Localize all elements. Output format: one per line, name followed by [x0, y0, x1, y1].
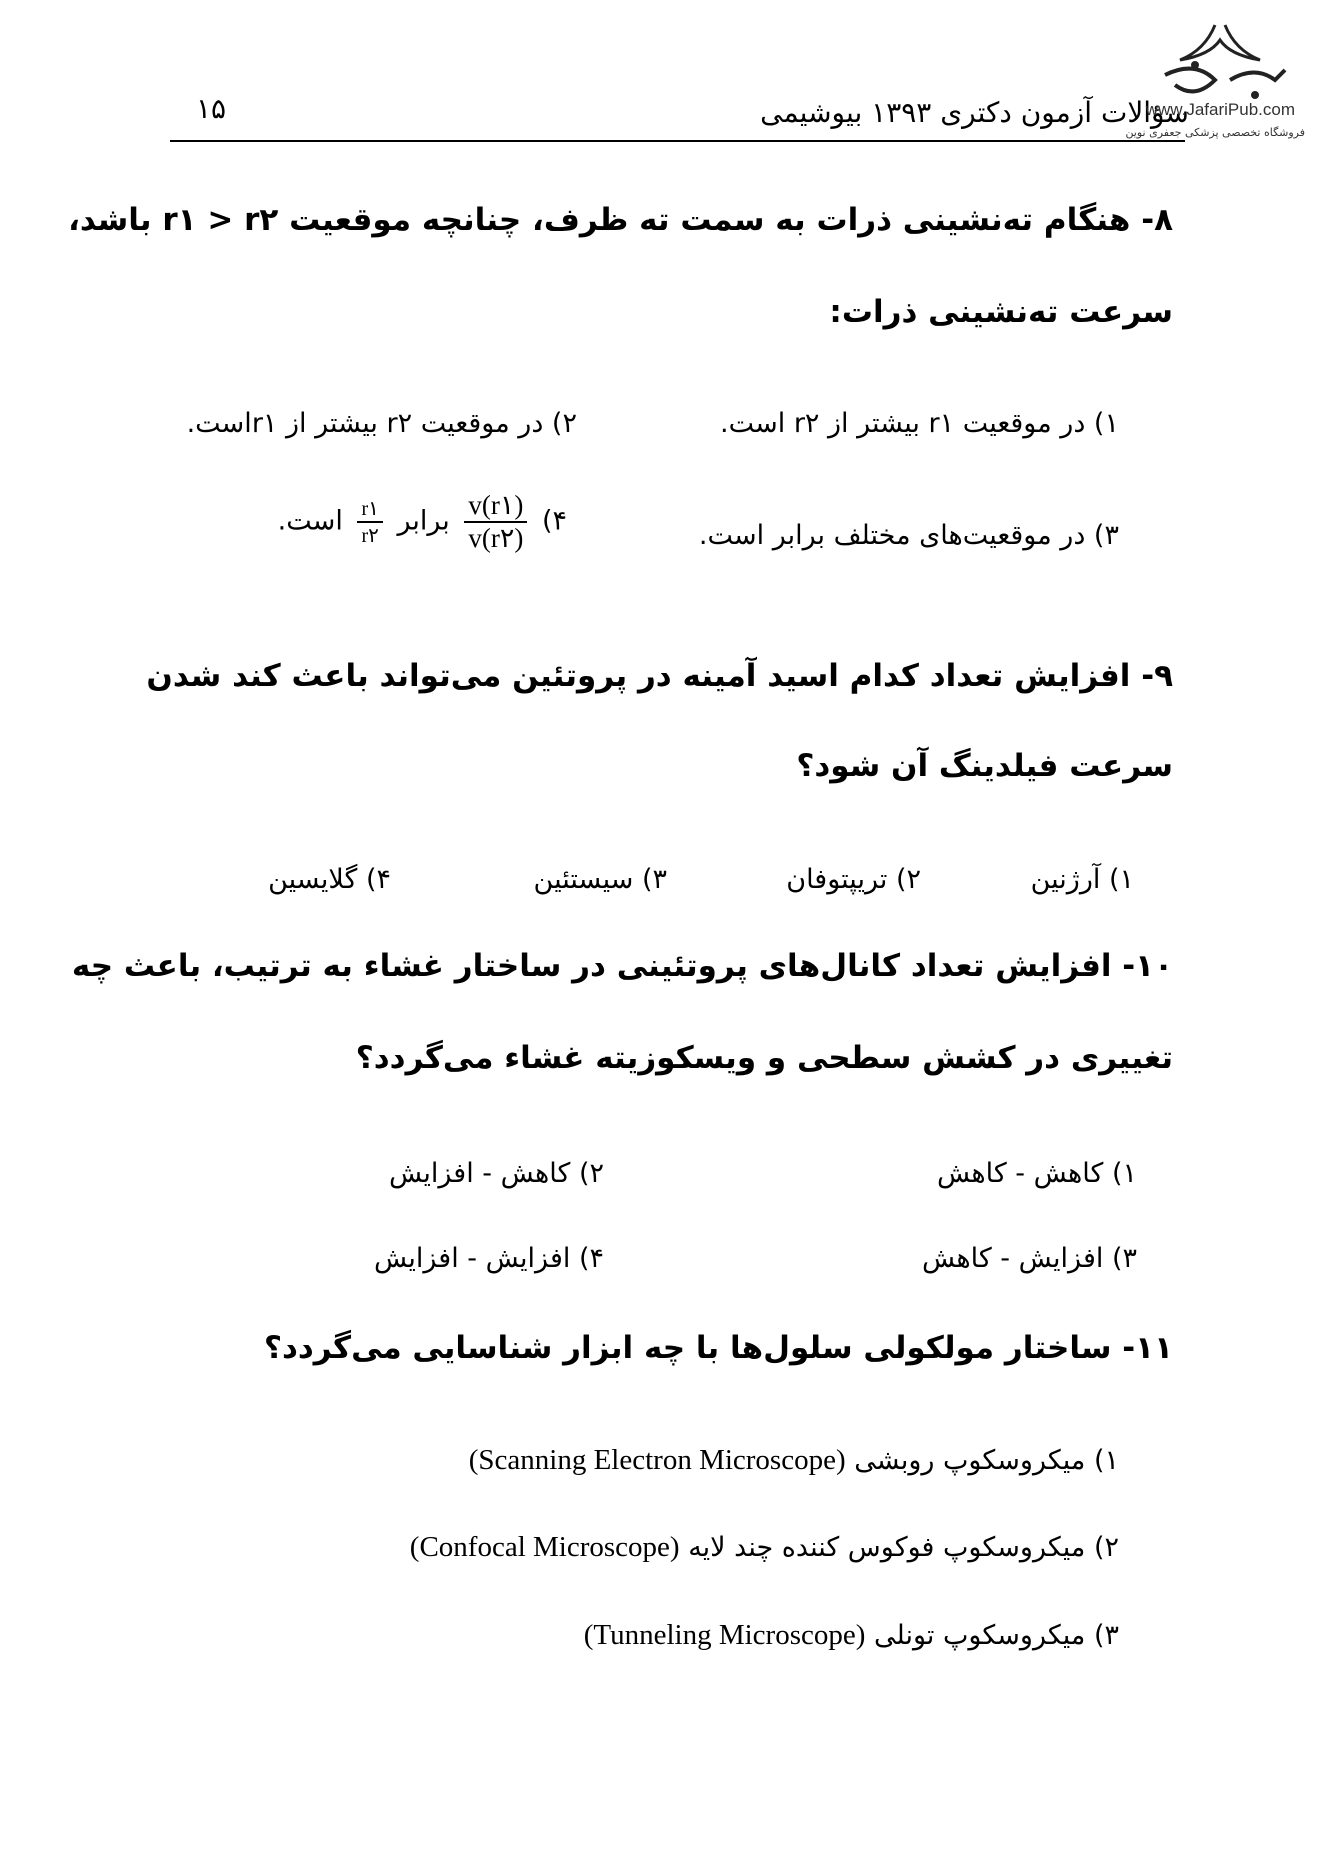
- numerator: r۱: [357, 496, 382, 523]
- radius-fraction: [357, 496, 382, 548]
- option-english: (Confocal Microscope): [409, 1531, 680, 1563]
- q9-option-4: ۴) گلایسین: [268, 864, 391, 895]
- q8-option-4: [278, 490, 567, 554]
- denominator: r۲: [361, 525, 379, 547]
- question-8-line1: ۸- هنگام ته‌نشینی ذرات به سمت ته ظرف، چنانچه موقعیت r۱ > r۲ باشد،: [68, 202, 1173, 238]
- q9-option-1: ۱) آرژنین: [1030, 864, 1134, 895]
- logo-calligraphy-icon: [1135, 20, 1305, 100]
- option-text: ۳) میکروسکوپ تونلی: [874, 1620, 1119, 1651]
- logo-tagline: فروشگاه تخصصی پزشکی جعفری نوین: [1125, 126, 1305, 139]
- option-english: (Scanning Electron Microscope): [468, 1444, 846, 1476]
- q10-option-2: ۲) کاهش - افزایش: [388, 1158, 604, 1189]
- question-11-line1: ۱۱- ساختار مولکولی سلول‌ها با چه ابزار شناسایی می‌گردد؟: [263, 1330, 1173, 1366]
- q8-option-2: ۲) در موقعیت r۲ بیشتر از r۱است.: [186, 408, 577, 439]
- equals-word: برابر: [397, 505, 450, 537]
- option-number: ۴): [541, 505, 567, 537]
- question-10-line1: ۱۰- افزایش تعداد کانال‌های پروتئینی در ساختار غشاء به ترتیب، باعث چه: [71, 948, 1173, 984]
- page-number: ۱۵: [196, 92, 227, 125]
- option-text: ۲) میکروسکوپ فوکوس کننده چند لایه: [688, 1532, 1119, 1563]
- numerator: v(r۱): [464, 490, 527, 523]
- logo-site: www.JafariPub.com: [1145, 100, 1295, 119]
- publisher-logo: [1125, 20, 1305, 145]
- question-9-line2: سرعت فیلدینگ آن شود؟: [796, 748, 1173, 784]
- q8-option-1: ۱) در موقعیت r۱ بیشتر از r۲ است.: [720, 408, 1119, 439]
- running-title: سؤالات آزمون دکتری ۱۳۹۳ بیوشیمی: [760, 96, 1189, 129]
- velocity-fraction: [464, 490, 527, 554]
- q10-option-1: ۱) کاهش - کاهش: [936, 1158, 1137, 1189]
- question-8-line2: سرعت ته‌نشینی ذرات:: [829, 294, 1173, 330]
- q10-option-3: ۳) افزایش - کاهش: [921, 1243, 1137, 1274]
- q9-option-3: ۳) سیستئین: [533, 864, 667, 895]
- header-rule: [170, 140, 1185, 142]
- q11-option-3: [584, 1619, 1119, 1652]
- suffix: است.: [277, 505, 343, 537]
- q8-option-3: ۳) در موقعیت‌های مختلف برابر است.: [698, 520, 1119, 551]
- question-10-line2: تغییری در کشش سطحی و ویسکوزیته غشاء می‌گردد؟: [355, 1040, 1173, 1076]
- option-text: ۱) میکروسکوپ روبشی: [854, 1445, 1119, 1476]
- q10-option-4: ۴) افزایش - افزایش: [373, 1243, 604, 1274]
- denominator: v(r۲): [468, 523, 524, 553]
- q9-option-2: ۲) تریپتوفان: [786, 864, 921, 895]
- q11-option-1: [469, 1444, 1119, 1477]
- q11-option-2: [410, 1531, 1119, 1564]
- option-english: (Tunneling Microscope): [583, 1619, 866, 1651]
- question-9-line1: ۹- افزایش تعداد کدام اسید آمینه در پروتئین می‌تواند باعث کند شدن: [146, 658, 1173, 694]
